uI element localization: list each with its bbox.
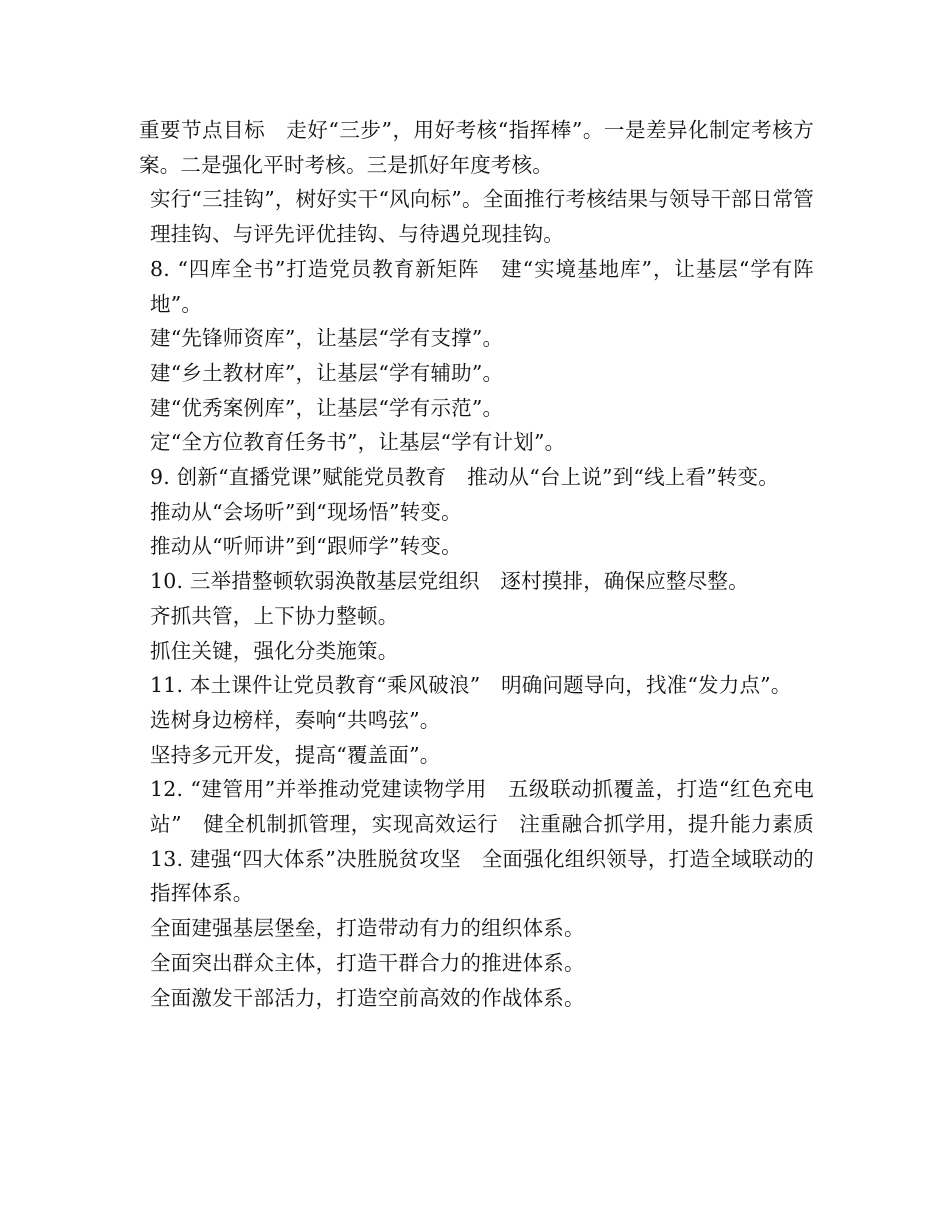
paragraph: 全面突出群众主体，打造干群合力的推进体系。 bbox=[150, 950, 585, 975]
paragraph: 抓住关键，强化分类施策。 bbox=[150, 638, 399, 663]
paragraph: 11. 本土课件让党员教育“乘风破浪” 明确问题导向，找准“发力点”。 bbox=[150, 673, 792, 698]
paragraph: 9. 创新“直播党课”赋能党员教育 推动从“台上说”到“线上看”转变。 bbox=[150, 465, 779, 490]
paragraph: 建“乡土教材库”，让基层“学有辅助”。 bbox=[150, 360, 504, 385]
paragraph: 建“先锋师资库”，让基层“学有支撑”。 bbox=[150, 326, 504, 351]
paragraph: 推动从“会场听”到“现场悟”转变。 bbox=[150, 499, 462, 524]
paragraph: 8. “四库全书”打造党员教育新矩阵 建“实境基地库”，让基层“学有阵地”。 bbox=[150, 256, 814, 316]
document-body bbox=[139, 113, 835, 1015]
paragraph: 坚持多元开发，提高“覆盖面”。 bbox=[150, 742, 441, 767]
paragraph: 选树身边榜样，奏响“共鸣弦”。 bbox=[150, 707, 441, 732]
paragraph: 重要节点目标 走好“三步”，用好考核“指挥棒”。一是差异化制定考核方案。二是强化平时考核。三是抓好年度考核。 bbox=[139, 118, 814, 177]
paragraph: 全面建强基层堡垒，打造带动有力的组织体系。 bbox=[150, 916, 585, 941]
paragraph: 全面激发干部活力，打造空前高效的作战体系。 bbox=[150, 985, 585, 1010]
paragraph: 10. 三举措整顿软弱涣散基层党组织 逐村摸排，确保应整尽整。 bbox=[150, 569, 749, 594]
paragraph: 实行“三挂钩”，树好实干“风向标”。全面推行考核结果与领导干部日常管理挂钩、与评先评优挂钩、与待遇兑现挂钩。 bbox=[150, 187, 814, 247]
paragraph: 12. “建管用”并举推动党建读物学用 五级联动抓覆盖，打造“红色充电站” 健全机制抓管理，实现高效运行 注重融合抓学用，提升能力素质 13. 建强“四大体系”决胜脱贫攻坚 全面强化组织领导，打造全域联动的指挥体系。 bbox=[150, 777, 835, 906]
paragraph: 齐抓共管，上下协力整顿。 bbox=[150, 603, 399, 628]
paragraph: 定“全方位教育任务书”，让基层“学有计划”。 bbox=[150, 430, 566, 455]
paragraph: 建“优秀案例库”，让基层“学有示范”。 bbox=[150, 395, 504, 420]
paragraph: 推动从“听师讲”到“跟师学”转变。 bbox=[150, 534, 462, 559]
